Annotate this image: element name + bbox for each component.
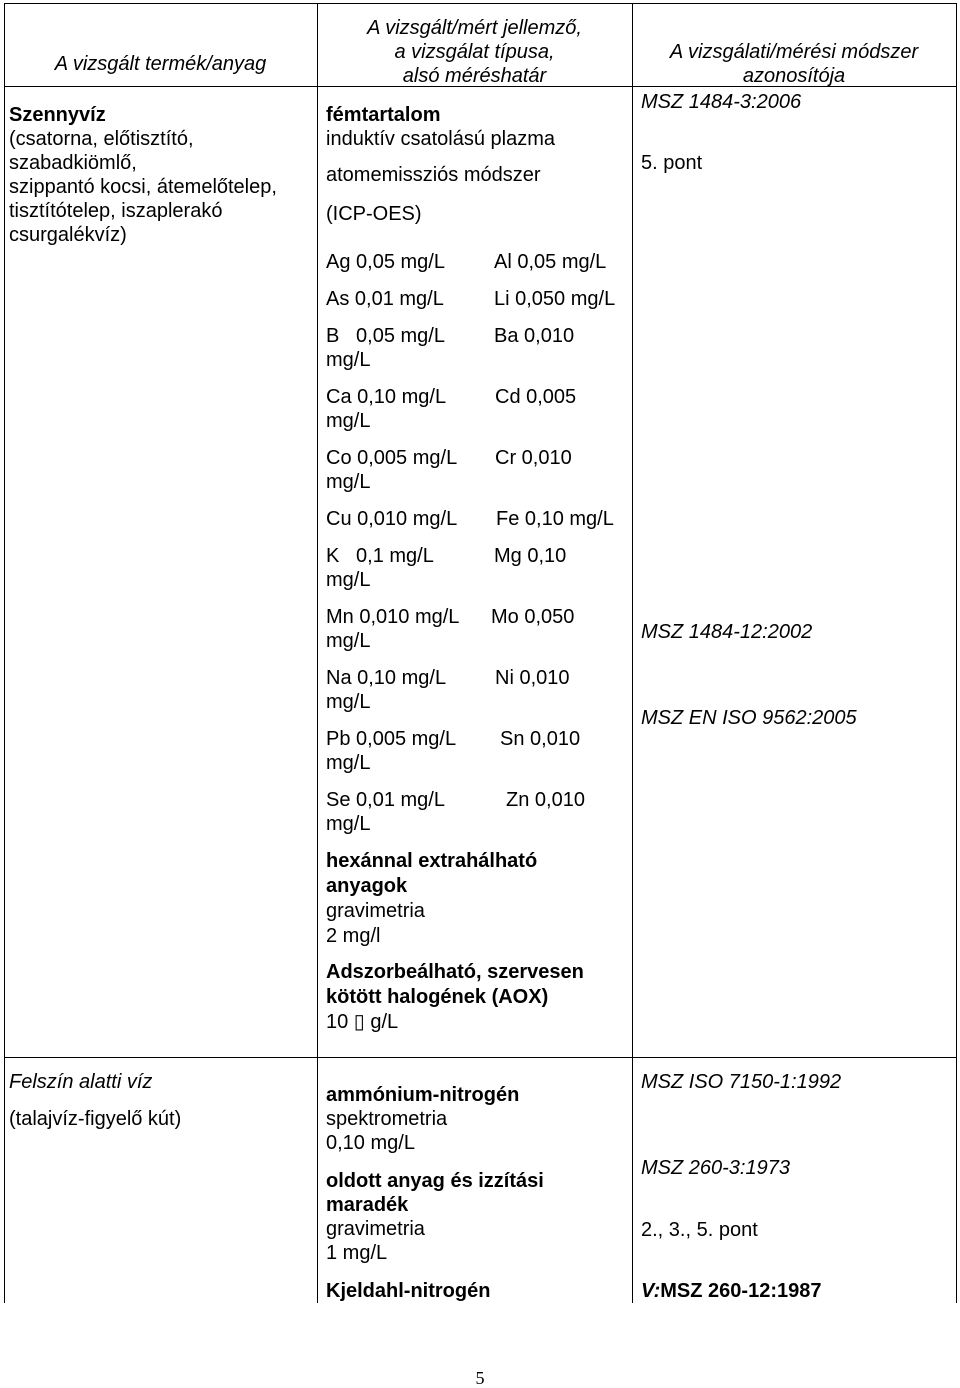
aox-title-line1: Adszorbeálható, szervesen [326, 961, 584, 983]
element-limit-unit: mg/L [326, 813, 371, 835]
table-left-border [4, 3, 5, 1303]
method-point: 2., 3., 5. pont [641, 1219, 758, 1241]
element-limit-unit: mg/L [326, 630, 371, 652]
method-code: MSZ 260-12:1987 [660, 1280, 822, 1302]
hexane-title-line1: hexánnal extrahálható [326, 850, 538, 872]
element-limit-mg: Mg 0,10 [494, 545, 567, 567]
table-right-border [956, 3, 957, 1303]
element-limit-na: Na 0,10 mg/L [326, 667, 447, 689]
header-characteristic-line2: a vizsgálat típusa, [394, 41, 555, 63]
dissolved-method: gravimetria [326, 1218, 425, 1240]
ammonium-limit: 0,10 mg/L [326, 1132, 415, 1154]
dissolved-title-line2: maradék [326, 1194, 409, 1216]
method-msz-1484-3: MSZ 1484-3:2006 [641, 91, 802, 113]
kjeldahl-title: Kjeldahl-nitrogén [326, 1280, 491, 1302]
product-title-groundwater: Felszín alatti víz [9, 1071, 153, 1093]
element-limit-b: B 0,05 mg/L [326, 325, 445, 347]
product-title-wastewater: Szennyvíz [9, 104, 106, 126]
hexane-limit: 2 mg/l [326, 925, 381, 947]
element-limit-cd: Cd 0,005 [495, 386, 577, 408]
header-product: A vizsgált termék/anyag [54, 53, 267, 75]
element-limit-co: Co 0,005 mg/L [326, 447, 458, 469]
aox-limit: 10 ▯ g/L [326, 1011, 399, 1033]
product-desc-line: (csatorna, előtisztító, [9, 128, 194, 150]
method-msz-iso-7150: MSZ ISO 7150-1:1992 [641, 1071, 842, 1093]
table-top-border [4, 3, 957, 4]
element-limit-unit: mg/L [326, 691, 371, 713]
element-limit-sn: Sn 0,010 [500, 728, 581, 750]
method-msz-260-12 [641, 1279, 821, 1303]
element-limit-unit: mg/L [326, 752, 371, 774]
element-limit-li: Li 0,050 mg/L [494, 288, 616, 310]
element-limit-mn: Mn 0,010 mg/L [326, 606, 460, 628]
element-limit-ni: Ni 0,010 [495, 667, 570, 689]
element-limit-k: K 0,1 mg/L [326, 545, 434, 567]
hexane-method: gravimetria [326, 900, 425, 922]
ammonium-title: ammónium-nitrogén [326, 1084, 520, 1106]
product-desc-line: (talajvíz-figyelő kút) [9, 1108, 182, 1130]
method-msz-en-iso-9562: MSZ EN ISO 9562:2005 [641, 707, 857, 729]
element-limit-unit: mg/L [326, 410, 371, 432]
product-desc-line: csurgalékvíz) [9, 224, 127, 246]
element-limit-unit: mg/L [326, 569, 371, 591]
method-msz-260-3: MSZ 260-3:1973 [641, 1157, 790, 1179]
metal-method-line: atomemissziós módszer [326, 164, 541, 186]
method-version-prefix: V: [641, 1280, 661, 1302]
element-limit-as: As 0,01 mg/L [326, 288, 444, 310]
header-characteristic-line3: alsó méréshatár [402, 65, 547, 87]
element-limit-unit: mg/L [326, 471, 371, 493]
row-separator [4, 1057, 957, 1058]
page-number: 5 [475, 1368, 485, 1388]
column-divider-2 [632, 3, 633, 1303]
header-method-line1: A vizsgálati/mérési módszer [669, 41, 919, 63]
aox-title-line2: kötött halogének (AOX) [326, 986, 549, 1008]
element-limit-ca: Ca 0,10 mg/L [326, 386, 447, 408]
metal-method-line: (ICP-OES) [326, 203, 422, 225]
element-limit-zn: Zn 0,010 [506, 789, 585, 811]
method-point: 5. pont [641, 152, 703, 174]
metal-content-title: fémtartalom [326, 104, 441, 126]
element-limit-al: Al 0,05 mg/L [494, 251, 607, 273]
product-desc-line: szabadkiömlő, [9, 152, 137, 174]
element-limit-se: Se 0,01 mg/L [326, 789, 445, 811]
element-limit-cr: Cr 0,010 [495, 447, 572, 469]
header-characteristic-line1: A vizsgált/mért jellemző, [367, 17, 582, 39]
method-msz-1484-12: MSZ 1484-12:2002 [641, 621, 813, 643]
dissolved-title-line1: oldott anyag és izzítási [326, 1170, 544, 1192]
element-limit-fe: Fe 0,10 mg/L [496, 508, 614, 530]
hexane-title-line2: anyagok [326, 875, 408, 897]
header-method-line2: azonosítója [742, 65, 846, 87]
dissolved-limit: 1 mg/L [326, 1242, 388, 1264]
element-limit-ba: Ba 0,010 [494, 325, 575, 347]
element-limit-ag: Ag 0,05 mg/L [326, 251, 445, 273]
element-limit-unit: mg/L [326, 349, 371, 371]
product-desc-line: tisztítótelep, iszaplerakó [9, 200, 223, 222]
metal-method-line: induktív csatolású plazma [326, 128, 556, 150]
element-limit-mo: Mo 0,050 [491, 606, 575, 628]
column-divider-1 [317, 3, 318, 1303]
product-desc-line: szippantó kocsi, átemelőtelep, [9, 176, 277, 198]
element-limit-cu: Cu 0,010 mg/L [326, 508, 458, 530]
ammonium-method: spektrometria [326, 1108, 448, 1130]
element-limit-pb: Pb 0,005 mg/L [326, 728, 457, 750]
